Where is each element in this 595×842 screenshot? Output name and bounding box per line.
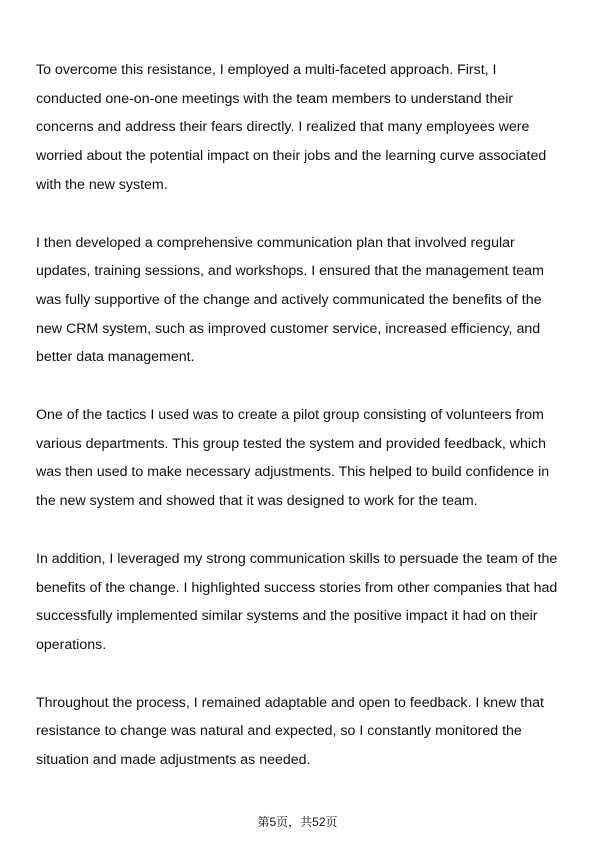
paragraph-pilot-group: One of the tactics I used was to create a pilot group consisting of volunteers from various departments. This group tested the system and provided feedback, which was then used to make necessary adjustments. This helped to build confidence in the new system and showed that it was designed to work for the team. bbox=[36, 407, 550, 510]
document-body bbox=[36, 56, 564, 804]
paragraph-adaptability: Throughout the process, I remained adaptable and open to feedback. I knew that resistance to change was natural and expected, so I constantly monitored the situation and made adjustments as needed. bbox=[36, 694, 544, 769]
paragraph-persuasion: In addition, I leveraged my strong communication skills to persuade the team of the benefits of the change. I highlighted success stories from other companies that had successfully implemented similar systems and the positive impact it had on their operations. bbox=[36, 550, 558, 653]
page-number-footer: 第5页，共52页 bbox=[257, 815, 338, 829]
paragraph-communication-plan: I then developed a comprehensive communication plan that involved regular updates, training sessions, and workshops. I ensured that the management team was fully supportive of the change and actively communicated the benefits of the new CRM system, such as improved customer service, increased efficiency, and better data management. bbox=[36, 234, 544, 366]
paragraph-overcome-resistance: To overcome this resistance, I employed a multi-faceted approach. First, I conducted one-on-one meetings with the team members to understand their concerns and address their fears directly. I realized that many employees were worried about the potential impact on their jobs and the learning curve associated with the new system. bbox=[36, 62, 547, 193]
